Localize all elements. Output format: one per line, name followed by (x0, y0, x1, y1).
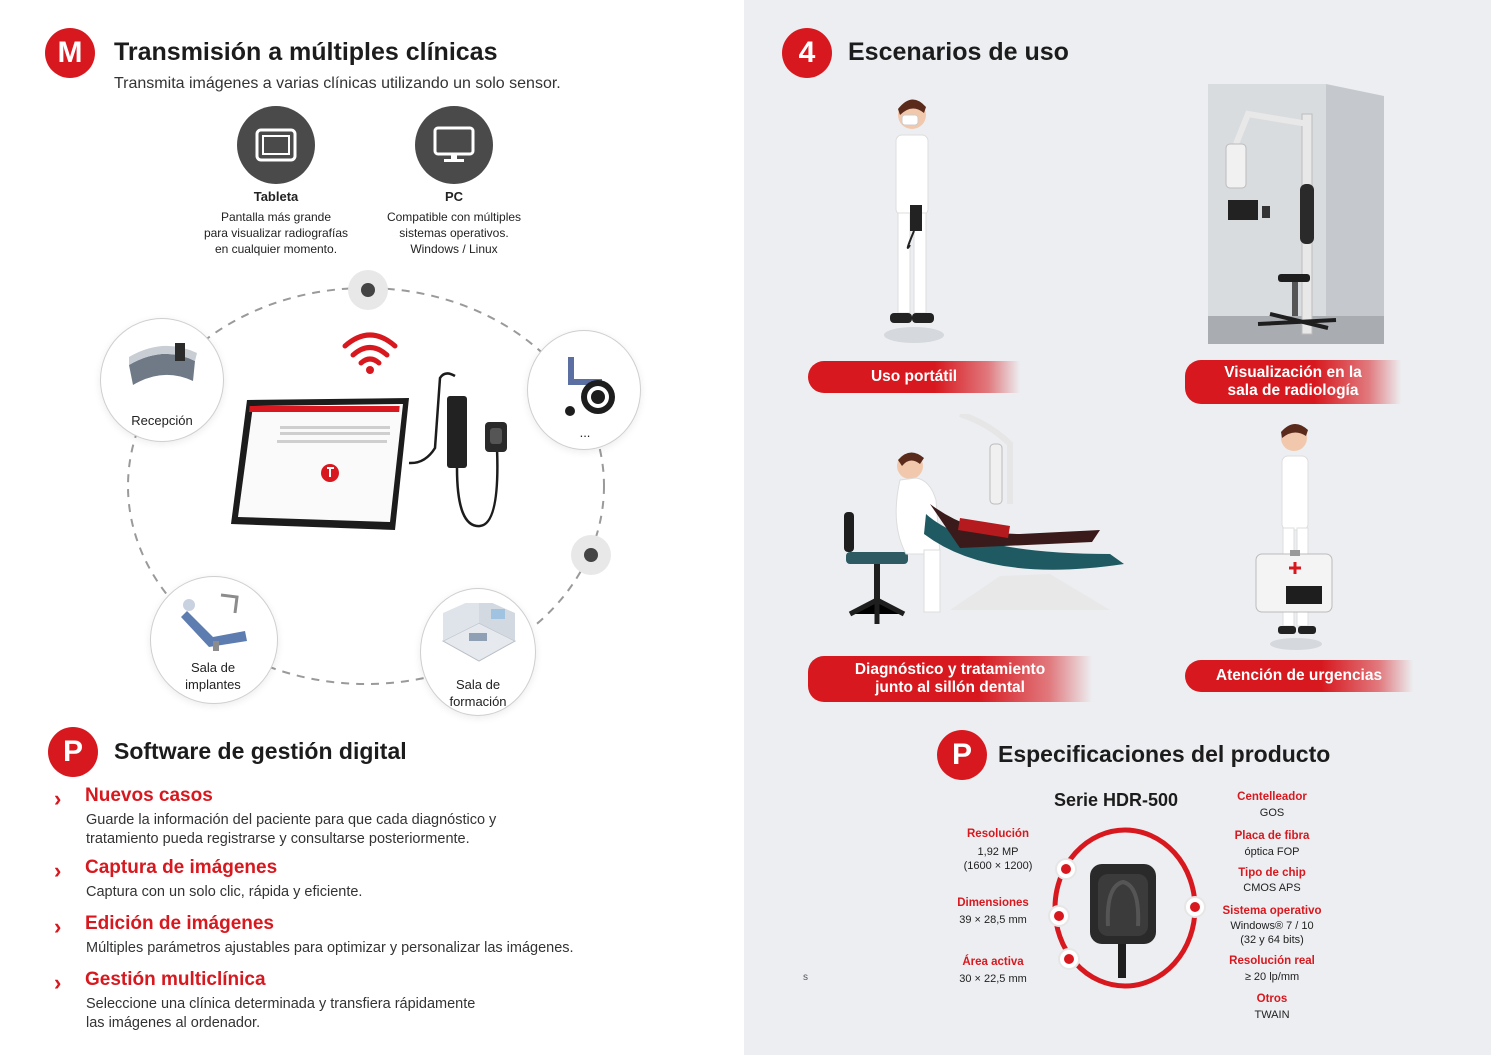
feature-new-cases-title: Nuevos casos (85, 785, 213, 806)
node-training-label: Sala de formación (449, 677, 507, 709)
radiology-room-illustration (1208, 84, 1386, 346)
software-title: Software de gestión digital (114, 738, 407, 764)
dental-chair-small-icon (173, 591, 257, 653)
spec-active-area-value: 30 × 22,5 mm (959, 973, 1027, 985)
ring-dot-right (571, 535, 611, 575)
feature-capture-desc: Captura con un solo clic, rápida y eficiente. (86, 884, 363, 900)
spec-fop-label: Placa de fibra (1234, 830, 1310, 842)
spec-os-label: Sistema operativo (1222, 905, 1322, 917)
multi-clinic-subtitle: Transmita imágenes a varias clínicas utilizando un solo sensor. (114, 75, 561, 92)
multi-clinic-title: Transmisión a múltiples clínicas (114, 38, 498, 66)
dental-chair-illustration (840, 414, 1130, 634)
scenarios-title: Escenarios de uso (848, 38, 1069, 66)
scenario-radiology-label: Visualización en la sala de radiología (1185, 360, 1401, 404)
spec-others-value: TWAIN (1254, 1009, 1290, 1021)
scenario-emergency-label: Atención de urgencias (1185, 660, 1413, 692)
tablet-title: Tableta (253, 189, 299, 204)
wheelchair-icon (560, 355, 620, 417)
pc-title: PC (444, 189, 464, 204)
feature-multiclinic-title: Gestión multiclínica (85, 969, 266, 990)
right-page (744, 0, 1491, 1055)
spec-marker-active-area (1058, 948, 1080, 970)
feature-multiclinic-desc: Seleccione una clínica determinada y transfiera rápidamente las imágenes al ordenador. (86, 996, 476, 1031)
spec-chip-value: CMOS APS (1243, 882, 1301, 894)
reception-desk-icon (123, 335, 205, 395)
spec-resolution-label: Resolución (967, 828, 1029, 840)
feature-new-cases-desc: Guarde la información del paciente para que cada diagnóstico y tratamiento pueda registrarse y consultarse posteriormente. (86, 812, 497, 847)
pc-description: Compatible con múltiples sistemas operativos. Windows / Linux (386, 210, 522, 256)
chevron-right-icon: › (54, 858, 62, 883)
chevron-right-icon: › (54, 914, 62, 939)
spec-others-label: Otros (1256, 993, 1288, 1005)
training-room-icon (439, 603, 519, 669)
spec-fop-value: óptica FOP (1244, 846, 1300, 858)
spec-scintillator-label: Centelleador (1237, 791, 1307, 803)
tablet-with-sensor-illustration (225, 368, 525, 538)
feature-capture-title: Captura de imágenes (85, 857, 278, 878)
emergency-doctor-illustration (1252, 420, 1342, 650)
ring-dot-top (348, 270, 388, 310)
section-badge-m: M (45, 28, 95, 78)
section-badge-p-specs: P (937, 730, 987, 780)
spec-chip-label: Tipo de chip (1238, 867, 1306, 879)
left-page (0, 0, 744, 1055)
spec-marker-os (1184, 896, 1206, 918)
spec-active-area-label: Área activa (962, 956, 1024, 968)
section-badge-p-software: P (48, 727, 98, 777)
page-mark: s (803, 972, 808, 983)
chevron-right-icon: › (54, 786, 62, 811)
spec-true-resolution-value: ≥ 20 lp/mm (1244, 971, 1300, 983)
tablet-description: Pantalla más grande para visualizar radiografías en cualquier momento. (203, 210, 349, 256)
portable-doctor-illustration (874, 95, 954, 345)
feature-editing-title: Edición de imágenes (85, 913, 274, 934)
spec-true-resolution-label: Resolución real (1229, 955, 1315, 967)
spec-resolution-value: 1,92 MP (1600 × 1200) (963, 846, 1033, 872)
node-implant-label: Sala de implantes (185, 660, 241, 692)
specs-title: Especificaciones del producto (998, 741, 1331, 767)
scenario-dental-chair-label: Diagnóstico y tratamiento junto al sillón dental (808, 656, 1092, 702)
spec-scintillator-value: GOS (1259, 807, 1285, 819)
spec-os-value: Windows® 7 / 10 (32 y 64 bits) (1230, 920, 1314, 946)
feature-editing-desc: Múltiples parámetros ajustables para optimizar y personalizar las imágenes. (86, 940, 574, 956)
spec-dimensions-label: Dimensiones (957, 897, 1029, 909)
node-reception-label: Recepción (131, 413, 193, 428)
node-more-label: ... (579, 425, 591, 440)
spec-dimensions-value: 39 × 28,5 mm (959, 914, 1027, 926)
product-series: Serie HDR-500 (1054, 790, 1179, 810)
section-badge-4: 4 (782, 28, 832, 78)
chevron-right-icon: › (54, 970, 62, 995)
scenario-portable-label: Uso portátil (808, 361, 1020, 393)
